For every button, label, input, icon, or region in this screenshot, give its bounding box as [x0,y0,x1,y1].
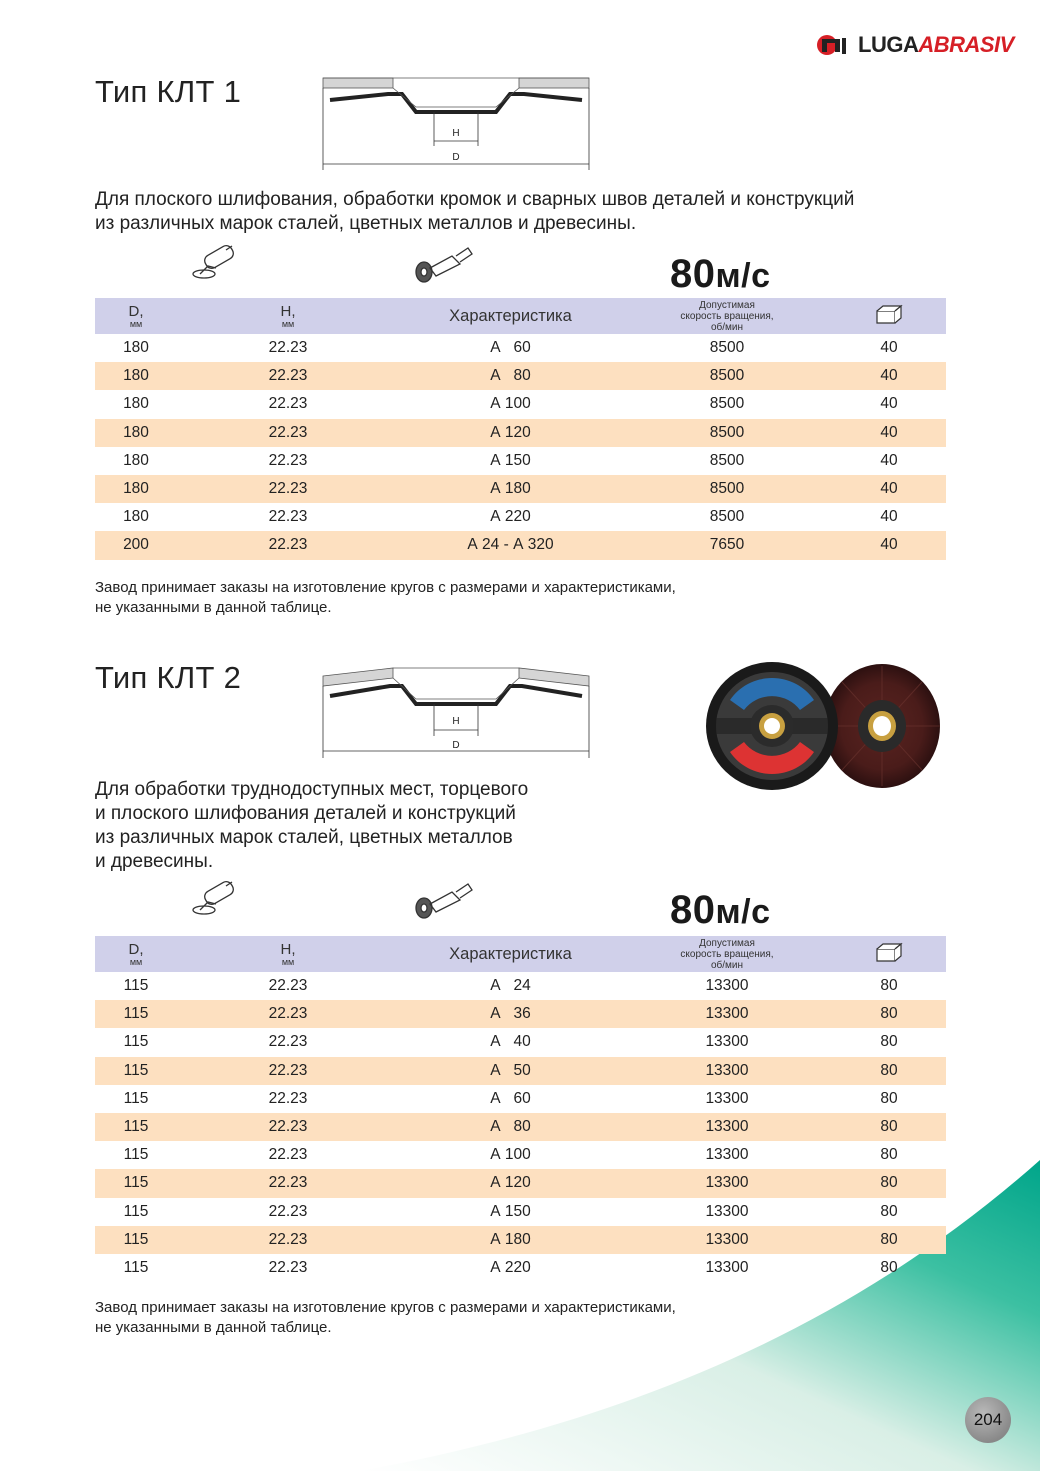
cell-pack-quantity: 80 [832,1057,946,1085]
cell-pack-quantity: 80 [880,1202,898,1220]
angle-grinder-icon [190,244,242,286]
cell-hole: 22.23 [268,508,308,526]
cell-rotation-speed: 8500 [709,395,745,413]
cell-rotation-speed: 7650 [622,531,832,559]
angle-grinder-icon [190,880,242,922]
cell-hole: 22.23 [268,395,308,413]
cell-hole: 22.23 [177,1113,399,1141]
cell-pack-quantity: 80 [880,1089,898,1107]
cell-hole: 22.23 [177,531,399,559]
drawing-d-label: D [452,740,460,751]
section1-disc-profile-drawing [318,74,594,170]
section2-order-note: Завод принимает заказы на изготовление кругов с размерами и характеристиками, не указанными в данной таблице. [95,1299,676,1336]
cell-pack-quantity: 40 [832,419,946,447]
drawing-d-label: D [452,152,460,163]
cell-diameter: 115 [95,1113,177,1141]
table-row [95,1057,946,1085]
cell-characteristic: А 80 [399,1113,622,1141]
cell-diameter: 180 [95,419,177,447]
cell-characteristic: А 60 [490,1089,531,1107]
section2-description: Для обработки труднодоступных мест, торцевого и плоского шлифования деталей и конструкций из различных марок сталей, цветных металлов и древесины. [95,779,529,872]
cell-pack-quantity: 80 [880,1146,898,1164]
box-icon [875,941,903,963]
cell-rotation-speed: 13300 [622,1057,832,1085]
cell-hole: 22.23 [177,1000,399,1028]
drawing-h-label: H [452,716,460,727]
cell-characteristic: А 120 [399,1169,622,1197]
cell-diameter: 180 [95,475,177,503]
cell-rotation-speed: 13300 [705,1202,749,1220]
cell-rotation-speed: 8500 [622,419,832,447]
table-row [95,972,946,1000]
table-row [95,531,946,559]
cell-characteristic: А 100 [490,395,531,413]
table-row [95,390,946,418]
section2-title: Тип КЛТ 2 [95,660,242,695]
table-header-row [95,298,946,334]
cell-diameter: 180 [123,395,149,413]
cell-hole: 22.23 [177,362,399,390]
section1-order-note: Завод принимает заказы на изготовление кругов с размерами и характеристиками, не указанными в данной таблице. [95,579,676,616]
cell-hole: 22.23 [268,977,308,995]
cell-hole: 22.23 [268,1089,308,1107]
table-row [95,475,946,503]
col-header-h: H, мм [177,936,399,972]
cell-pack-quantity: 40 [880,451,898,469]
cell-pack-quantity: 40 [832,531,946,559]
cell-pack-quantity: 40 [880,395,898,413]
cell-hole: 22.23 [268,1202,308,1220]
cell-pack-quantity: 80 [832,1113,946,1141]
cell-pack-quantity: 40 [880,508,898,526]
cell-hole: 22.23 [177,1226,399,1254]
cell-characteristic: А 50 [399,1057,622,1085]
table-row [95,1141,946,1169]
flap-disc-arbor-icon [412,880,474,922]
cell-diameter: 180 [95,362,177,390]
cell-rotation-speed: 8500 [622,475,832,503]
cell-characteristic: А 150 [490,451,531,469]
cell-characteristic: А 24 - А 320 [399,531,622,559]
col-header-pack-quantity [832,936,946,972]
cell-hole: 22.23 [177,475,399,503]
cell-characteristic: А 120 [399,419,622,447]
table-row [95,1169,946,1197]
page-number: 204 [965,1397,1011,1443]
cell-diameter: 180 [123,451,149,469]
cell-characteristic: А 180 [399,475,622,503]
brand-logo-text: LUGAABRASIV [858,32,1014,57]
cell-characteristic: А 180 [399,1226,622,1254]
cell-rotation-speed: 13300 [705,1033,749,1051]
cell-pack-quantity: 40 [832,362,946,390]
cell-characteristic: А 220 [490,508,531,526]
col-header-pack-quantity [832,298,946,334]
cell-diameter: 115 [95,1169,177,1197]
cell-characteristic: А 220 [490,1258,531,1276]
table-row [95,447,946,475]
col-header-rotation-speed: Допустимая скорость вращения, об/мин [622,936,832,972]
cell-hole: 22.23 [268,1146,308,1164]
cell-diameter: 115 [123,1202,149,1220]
cell-diameter: 115 [123,1146,149,1164]
col-header-characteristic: Характеристика [399,298,622,334]
cell-diameter: 180 [123,339,149,357]
table-row [95,419,946,447]
cell-rotation-speed: 8500 [709,451,745,469]
cell-rotation-speed: 13300 [705,1089,749,1107]
cell-rotation-speed: 13300 [622,1226,832,1254]
col-header-d: D, мм [95,936,177,972]
luga-logo-mark-icon [816,30,856,60]
drawing-h-label: H [452,128,460,139]
table-row [95,1000,946,1028]
table-row [95,1028,946,1056]
flap-disc-arbor-icon [412,244,474,286]
section2-speed-label [670,888,771,933]
col-header-characteristic: Характеристика [399,936,622,972]
box-icon [875,303,903,325]
cell-hole: 22.23 [177,1169,399,1197]
cell-hole: 22.23 [268,1033,308,1051]
cell-rotation-speed: 13300 [705,1258,749,1276]
cell-characteristic: А 24 [490,977,531,995]
table-row [95,1254,946,1282]
table-row [95,1198,946,1226]
cell-rotation-speed: 8500 [622,362,832,390]
cell-hole: 22.23 [177,419,399,447]
col-header-d: D, мм [95,298,177,334]
cell-rotation-speed: 13300 [705,1146,749,1164]
cell-characteristic: А 80 [399,362,622,390]
cell-diameter: 200 [95,531,177,559]
flap-disc-product-photo [702,660,942,792]
brand-logo [816,28,1014,62]
cell-characteristic: А 100 [490,1146,531,1164]
cell-rotation-speed: 8500 [709,508,745,526]
cell-pack-quantity: 80 [880,1033,898,1051]
cell-pack-quantity: 80 [880,1258,898,1276]
section1-spec-table [95,298,946,560]
cell-pack-quantity: 80 [832,1000,946,1028]
speed-value: 80 [670,252,716,296]
table-header-row [95,936,946,972]
cell-hole: 22.23 [268,451,308,469]
col-header-h: H, мм [177,298,399,334]
cell-pack-quantity: 80 [832,1226,946,1254]
section1-title: Тип КЛТ 1 [95,74,242,109]
cell-diameter: 180 [123,508,149,526]
cell-characteristic: А 150 [490,1202,531,1220]
table-row [95,1113,946,1141]
speed-unit: м/с [715,257,771,295]
section2-disc-profile-drawing [318,662,594,758]
cell-rotation-speed: 13300 [622,1000,832,1028]
col-header-rotation-speed: Допустимая скорость вращения, об/мин [622,298,832,334]
cell-rotation-speed: 13300 [622,1113,832,1141]
cell-diameter: 115 [95,1226,177,1254]
cell-diameter: 115 [123,977,149,995]
cell-diameter: 115 [123,1033,149,1051]
cell-pack-quantity: 80 [880,977,898,995]
cell-rotation-speed: 13300 [705,977,749,995]
cell-characteristic: А 60 [490,339,531,357]
cell-diameter: 115 [95,1057,177,1085]
cell-pack-quantity: 40 [832,475,946,503]
cell-characteristic: А 36 [399,1000,622,1028]
section2-spec-table [95,936,946,1282]
table-row [95,1226,946,1254]
cell-pack-quantity: 40 [880,339,898,357]
table-row [95,362,946,390]
cell-hole: 22.23 [268,339,308,357]
cell-rotation-speed: 13300 [622,1169,832,1197]
cell-hole: 22.23 [177,1057,399,1085]
speed-value: 80 [670,888,716,932]
table-row [95,1085,946,1113]
cell-diameter: 115 [95,1000,177,1028]
cell-diameter: 115 [123,1258,149,1276]
table-row [95,334,946,362]
cell-diameter: 115 [123,1089,149,1107]
cell-hole: 22.23 [268,1258,308,1276]
table-row [95,503,946,531]
cell-characteristic: А 40 [490,1033,531,1051]
section1-speed-label [670,252,771,297]
section1-description: Для плоского шлифования, обработки кромок и сварных швов деталей и конструкций из различных марок сталей, цветных металлов и древесины. [95,189,855,234]
cell-pack-quantity: 80 [832,1169,946,1197]
cell-rotation-speed: 8500 [709,339,745,357]
speed-unit: м/с [715,893,771,931]
